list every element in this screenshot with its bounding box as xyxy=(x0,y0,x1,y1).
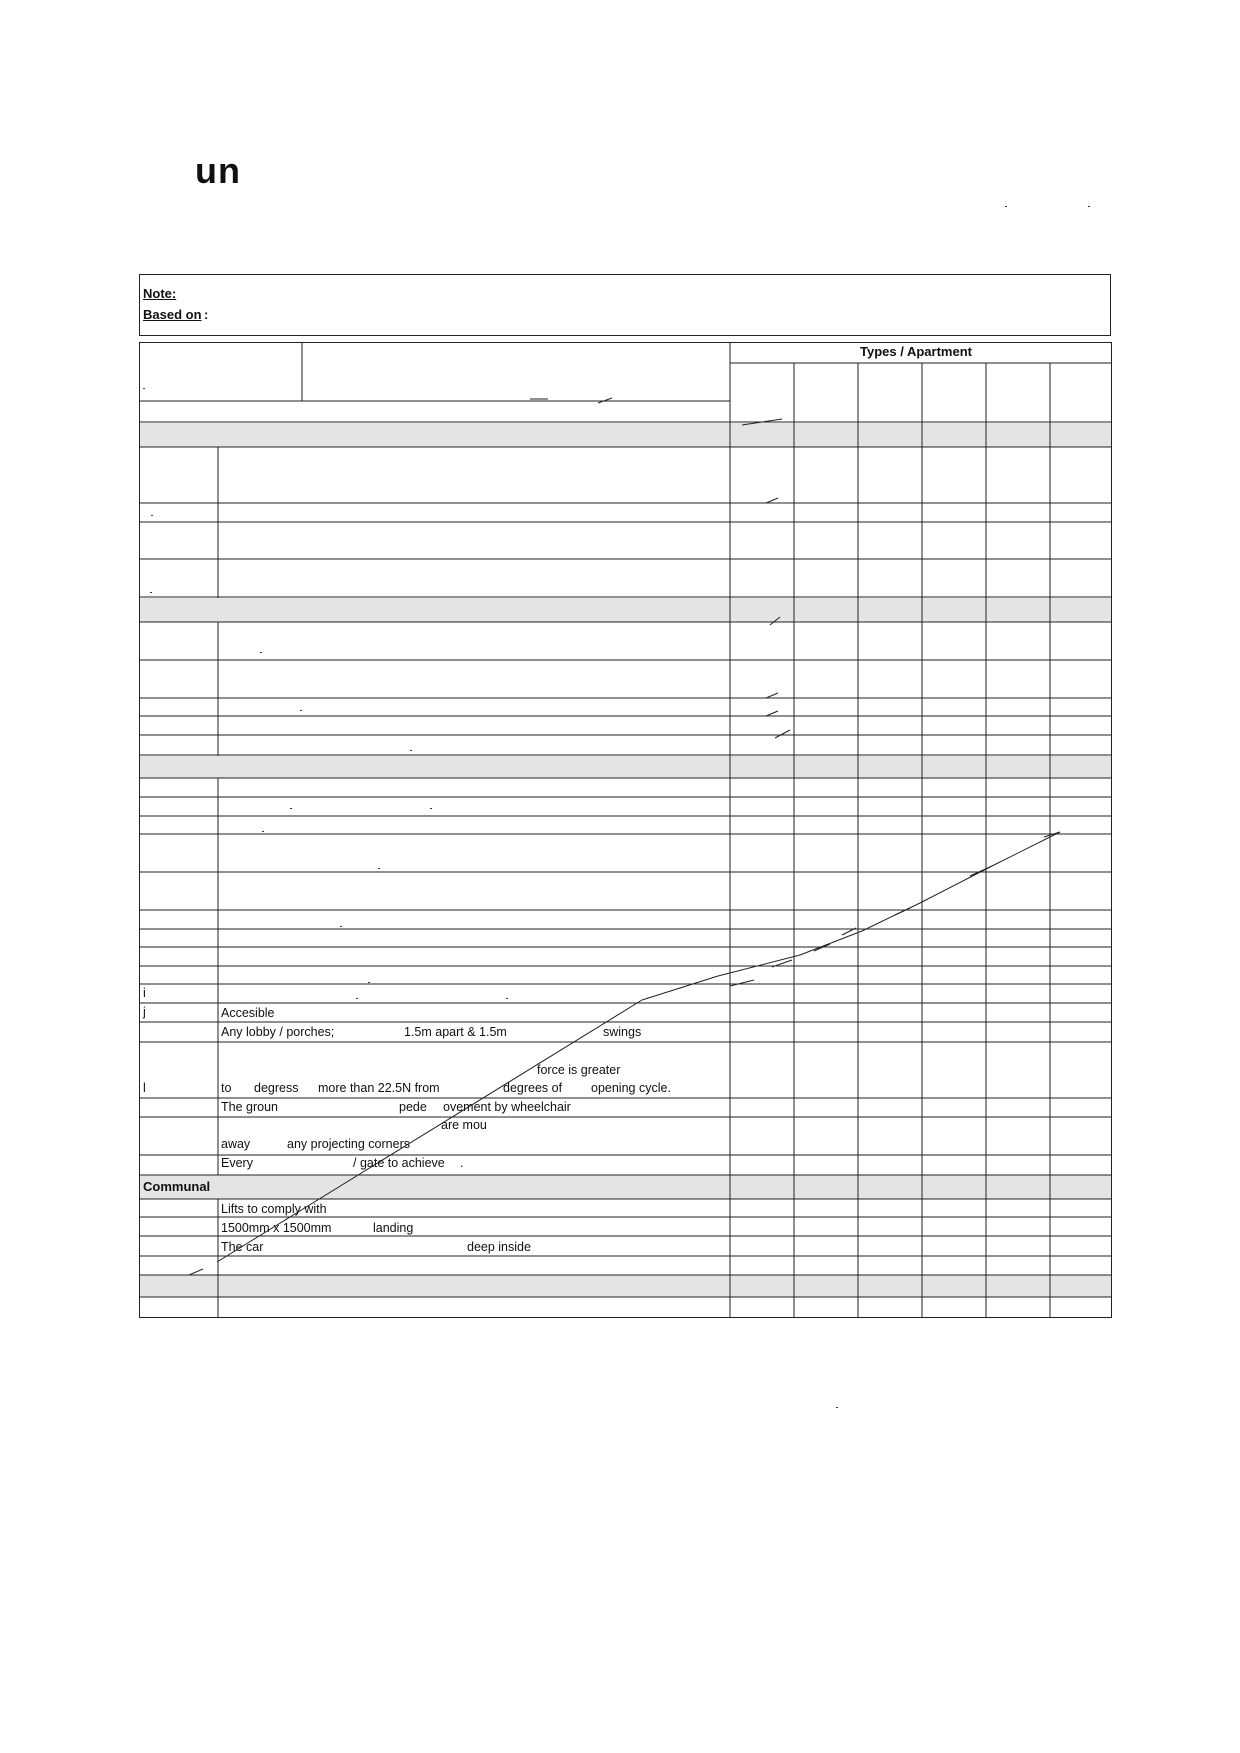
types-apartment-header: Types / Apartment xyxy=(860,344,972,359)
company-logo-text: un xyxy=(195,150,241,191)
based-on-label: Based on xyxy=(143,307,202,322)
scan-speck xyxy=(143,388,145,389)
scan-speck xyxy=(506,998,508,999)
row-landing-text-a: 1500mm x 1500mm xyxy=(221,1221,332,1235)
row-letter-j: j xyxy=(143,1005,146,1019)
scan-speck xyxy=(340,926,342,927)
row-lobby-text-b: 1.5m apart & 1.5m xyxy=(404,1025,507,1039)
row-letter-l: l xyxy=(143,1081,146,1095)
scan-speck xyxy=(300,710,302,711)
row-force-text-b5: opening cycle. xyxy=(591,1081,671,1095)
scan-speck xyxy=(368,982,370,983)
scan-speck xyxy=(410,750,412,751)
scan-speck xyxy=(356,998,358,999)
row-ground-text-b: pede xyxy=(399,1100,427,1114)
row-force-text-a: force is greater xyxy=(537,1063,621,1077)
scan-speck xyxy=(1088,206,1090,207)
row-car-text-a: The car xyxy=(221,1240,264,1254)
scan-speck xyxy=(430,808,432,809)
scan-speck xyxy=(378,868,380,869)
row-mount-text-b: away xyxy=(221,1137,251,1151)
row-mount-text-a: are mou xyxy=(441,1118,487,1132)
section-communal: Communal xyxy=(143,1179,211,1194)
row-landing-text-b: landing xyxy=(373,1221,414,1235)
based-on-colon: : xyxy=(204,307,209,322)
row-car-text-b: deep inside xyxy=(467,1240,531,1254)
note-label: Note: xyxy=(143,286,177,301)
row-force-text-b3: more than 22.5N from xyxy=(318,1081,440,1095)
row-force-text-b1: to xyxy=(221,1081,232,1095)
row-lobby-text-a: Any lobby / porches; xyxy=(221,1025,335,1039)
scan-speck xyxy=(262,831,264,832)
scan-speck xyxy=(150,592,152,593)
row-ground-text-a: The groun xyxy=(221,1100,278,1114)
row-every-text-a: Every xyxy=(221,1156,253,1170)
row-accessible: Accesible xyxy=(221,1006,275,1020)
scan-speck xyxy=(836,1407,838,1408)
row-ground-text-c: ovement by wheelchair xyxy=(443,1100,571,1114)
row-every-text-b: / gate to achieve xyxy=(353,1156,445,1170)
scan-speck xyxy=(1005,206,1007,207)
row-force-text-b2: degress xyxy=(254,1081,299,1095)
row-force-text-b4: degrees of xyxy=(503,1081,563,1095)
row-mount-text-c: any projecting corners xyxy=(287,1137,410,1151)
row-lifts-text: Lifts to comply with xyxy=(221,1202,327,1216)
scan-speck xyxy=(290,808,292,809)
scan-speck xyxy=(151,515,153,516)
row-every-text-c: . xyxy=(460,1156,464,1170)
row-lobby-text-c: swings xyxy=(603,1025,642,1039)
row-letter-i: i xyxy=(143,986,146,1000)
scan-speck xyxy=(260,652,262,653)
